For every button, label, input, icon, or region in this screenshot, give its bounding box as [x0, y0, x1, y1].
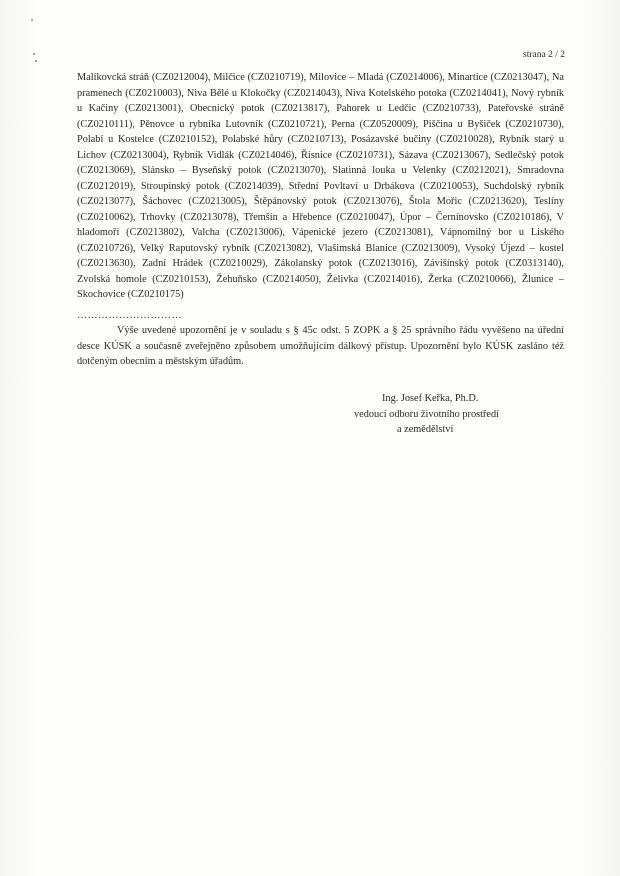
scan-speck [33, 53, 35, 55]
page-number: strana 2 / 2 [523, 50, 565, 60]
scan-speck [35, 60, 37, 62]
signatory-name: Ing. Josef Keřka, Ph.D. [382, 393, 479, 404]
signature-block [340, 391, 570, 438]
scan-speck [31, 19, 33, 21]
signatory-title-line2: a zemědělství [397, 424, 454, 435]
separator-dots: ………………………… [77, 310, 182, 321]
signatory-title-line1: vedoucí odboru životního prostředí [354, 408, 499, 420]
publication-notice: Výše uvedené upozornění je v souladu s § 45c odst. 5 ZOPK a § 25 správního řádu vyvěšeno na úřední desce KÚSK a současně zveřejněno způsobem umožňujícím dálkový přístup. Upozornění bylo KÚSK zasláno též dotčeným obecním a městským úřadům. [77, 325, 564, 367]
site-list-paragraph: Malíkovcká stráň (CZ0212004), Milčice (CZ0210719), Milovice – Mladá (CZ0214006), Minartice (CZ0213047), Na pramenech (CZ0210003), Niva Bělé u Klokočky (CZ0214043), Niva Kotelského potoka (CZ0214041), Nový rybník u Kačiny (CZ0213001), Obecnický potok (CZ0213817), Pahorek u Ledčic (CZ0210733), Pateřovské stráně (CZ0210111), Pěnovce u rybníka Lutovník (CZ0210721), Perna (CZ0520009), Piščina u Byšiček (CZ0210730), Polabí u Kostelce (CZ0210152), Polabské hůry (CZ0210713), Posázavské bučiny (CZ0210028), Rybník starý u Lichov (CZ0213004), Rybník Vidlák (CZ0214046), Řisnice (CZ0210731), Sázava (CZ0213067), Sedlečský potok (CZ0213069), Slánsko – Byseňský potok (CZ0213070), Slatinná louka u Velenky (CZ0212021), Smradovna (CZ0212019), Stroupínský potok (CZ0214039), Střední Povltaví u Drbákova (CZ0210053), Suchdolský rybník (CZ0213077), Šáchovec (CZ0213005), Štěpánovský potok (CZ0213076), Štola Mořic (CZ0213620), Teslíny (CZ0210062), Trhovky (CZ0213078), Třemšín a Hřebence (CZ0210047), Úpor – Černínovsko (CZ0210186), V hladomoří (CZ0213802), Valcha (CZ0213006), Vápenické jezero (CZ0213081), Vápnomilný bor u Liského (CZ0210726), Velký Raputovský rybník (CZ0213082), Vlašimská Blanice (CZ0213009), Vysoký Újezd – kostel (CZ0213630), Zadní Hrádek (CZ0210029), Zákolanský potok (CZ0213016), Závišínský potok (CZ0313140), Zvolská homole (CZ0210153), Žehuňsko (CZ0214050), Želivka (CZ0214016), Žerka (CZ0210066), Žlunice – Skochovice (CZ0210175) [77, 72, 564, 300]
